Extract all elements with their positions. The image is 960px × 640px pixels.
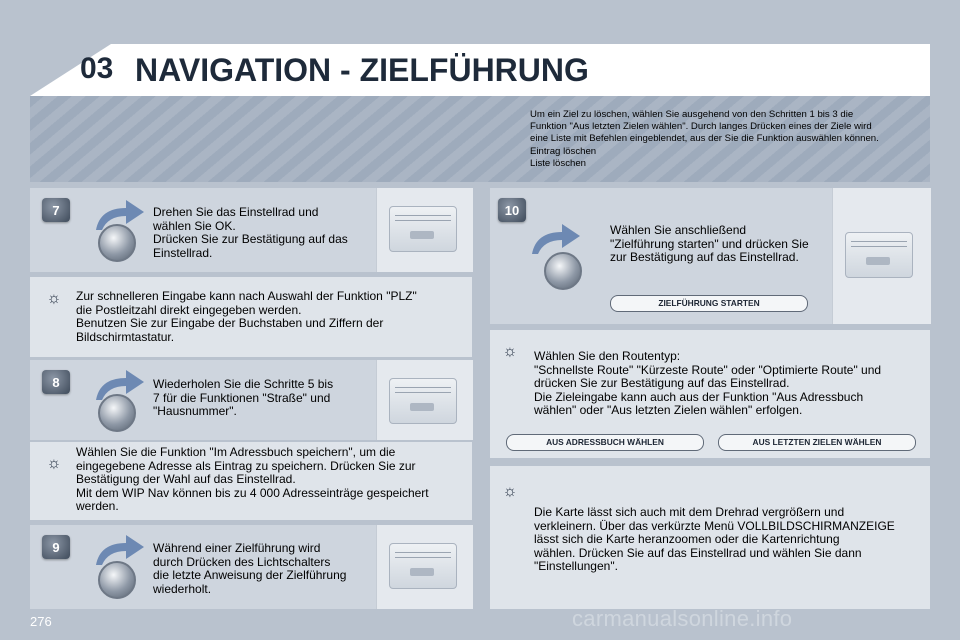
step-8-panel	[30, 360, 472, 440]
text-line: Wählen Sie den Routentyp:	[534, 349, 681, 363]
text-line: wählen Sie OK.	[153, 218, 236, 233]
text-line: Wiederholen Sie die Schritte 5 bis	[153, 377, 334, 391]
text-line: "Hausnummer".	[153, 404, 237, 419]
step-number-badge: 10	[498, 198, 526, 222]
text-line: Während einer Zielführung wird	[153, 541, 321, 555]
tip-panel	[490, 466, 930, 609]
intro-line: eine Liste mit Befehlen eingeblendet, aus der Sie die Funktion auswählen können.	[530, 133, 879, 145]
intro-text	[530, 109, 930, 170]
text-line: zur Bestätigung auf das Einstellrad.	[610, 250, 799, 265]
zielfuehrung-starten-button[interactable]: ZIELFÜHRUNG STARTEN	[610, 295, 808, 312]
step-7-panel	[30, 188, 472, 272]
text-line: durch Drücken des Lichtschalters	[153, 554, 331, 569]
tip-text	[534, 506, 924, 574]
text-line: Zur schnelleren Eingabe kann nach Auswahl der Funktion "PLZ"	[76, 289, 417, 303]
step-number-badge: 7	[42, 198, 70, 222]
control-knob-icon	[98, 394, 136, 432]
console-thumbnail	[832, 188, 931, 324]
console-icon	[389, 206, 457, 252]
tip-text	[76, 446, 470, 514]
text-line: verkleinern. Über das verkürzte Menü VOLLBILDSCHIRMANZEIGE	[534, 518, 895, 533]
step-number-badge: 8	[42, 370, 70, 394]
bulb-icon: ☼	[46, 455, 62, 472]
text-line: "Einstellungen".	[534, 559, 618, 574]
control-knob-icon	[98, 561, 136, 599]
intro-line: Funktion "Aus letzten Zielen wählen". Durch langes Drücken eines der Ziele wird	[530, 121, 872, 133]
text-line: wählen" oder "Aus letzten Zielen wählen" erfolgen.	[534, 403, 803, 418]
text-line: die letzte Anweisung der Zielführung	[153, 568, 347, 583]
text-line: Einstellrad.	[153, 245, 213, 260]
watermark: carmanualsonline.info	[572, 606, 793, 631]
step-9-text	[153, 542, 378, 596]
text-line: Drehen Sie das Einstellrad und	[153, 205, 319, 219]
text-line: wiederholt.	[153, 581, 212, 596]
console-thumbnail	[376, 188, 473, 272]
text-line: Wählen Sie anschließend	[610, 223, 747, 237]
text-line: Wählen Sie die Funktion "Im Adressbuch speichern", um die	[76, 445, 396, 459]
step-10-panel	[490, 188, 930, 324]
text-line: wählen. Drücken Sie auf das Einstellrad und wählen Sie dann	[534, 545, 862, 560]
step-10-text	[610, 224, 830, 265]
text-line: Die Karte lässt sich auch mit dem Drehrad vergrößern und	[534, 505, 845, 519]
tip-panel	[490, 330, 930, 458]
control-knob-icon	[544, 252, 582, 290]
console-icon	[845, 232, 913, 278]
intro-line: Eintrag löschen	[530, 145, 597, 157]
text-line: 7 für die Funktionen "Straße" und	[153, 390, 331, 405]
bulb-icon: ☼	[502, 343, 518, 360]
tip-text	[76, 290, 466, 344]
text-line: die Postleitzahl direkt eingegeben werden.	[76, 302, 302, 317]
chapter-number: 03	[80, 52, 114, 85]
text-line: Bildschirmtastatur.	[76, 329, 175, 344]
console-thumbnail	[376, 360, 473, 440]
aus-adressbuch-waehlen-button[interactable]: AUS ADRESSBUCH WÄHLEN	[506, 434, 704, 451]
tip-panel	[30, 442, 472, 520]
intro-line: Liste löschen	[530, 157, 586, 169]
step-number-badge: 9	[42, 535, 70, 559]
step-9-panel	[30, 525, 472, 609]
text-line: Mit dem WIP Nav können bis zu 4 000 Adresseinträge gespeichert	[76, 485, 429, 500]
step-7-text	[153, 206, 383, 260]
bulb-icon: ☼	[502, 483, 518, 500]
text-line: Benutzen Sie zur Eingabe der Buchstaben und Ziffern der	[76, 316, 384, 331]
text-line: drücken Sie zur Bestätigung auf das Einstellrad.	[534, 376, 790, 391]
text-line: "Schnellste Route" "Kürzeste Route" oder "Optimierte Route" und	[534, 362, 882, 377]
tip-text	[534, 350, 924, 418]
text-line: eingegebene Adresse als Eintrag zu speichern. Drücken Sie zur	[76, 458, 416, 473]
text-line: Die Zieleingabe kann auch aus der Funktion "Aus Adressbuch	[534, 389, 864, 404]
intro-line: Um ein Ziel zu löschen, wählen Sie ausgehend von den Schritten 1 bis 3 die	[530, 109, 854, 120]
step-8-text	[153, 378, 373, 419]
text-line: Bestätigung der Wahl auf das Einstellrad.	[76, 472, 296, 487]
bulb-icon: ☼	[46, 290, 62, 307]
text-line: "Zielführung starten" und drücken Sie	[610, 236, 809, 251]
aus-letzten-zielen-waehlen-button[interactable]: AUS LETZTEN ZIELEN WÄHLEN	[718, 434, 916, 451]
page-title: NAVIGATION - ZIELFÜHRUNG	[135, 52, 589, 88]
text-line: Drücken Sie zur Bestätigung auf das	[153, 232, 348, 247]
console-thumbnail	[376, 525, 473, 609]
text-line: lässt sich die Karte heranzoomen oder die Kartenrichtung	[534, 532, 840, 547]
console-icon	[389, 378, 457, 424]
control-knob-icon	[98, 224, 136, 262]
text-line: werden.	[76, 499, 119, 514]
page-number: 276	[30, 614, 52, 629]
tip-panel	[30, 277, 472, 357]
console-icon	[389, 543, 457, 589]
